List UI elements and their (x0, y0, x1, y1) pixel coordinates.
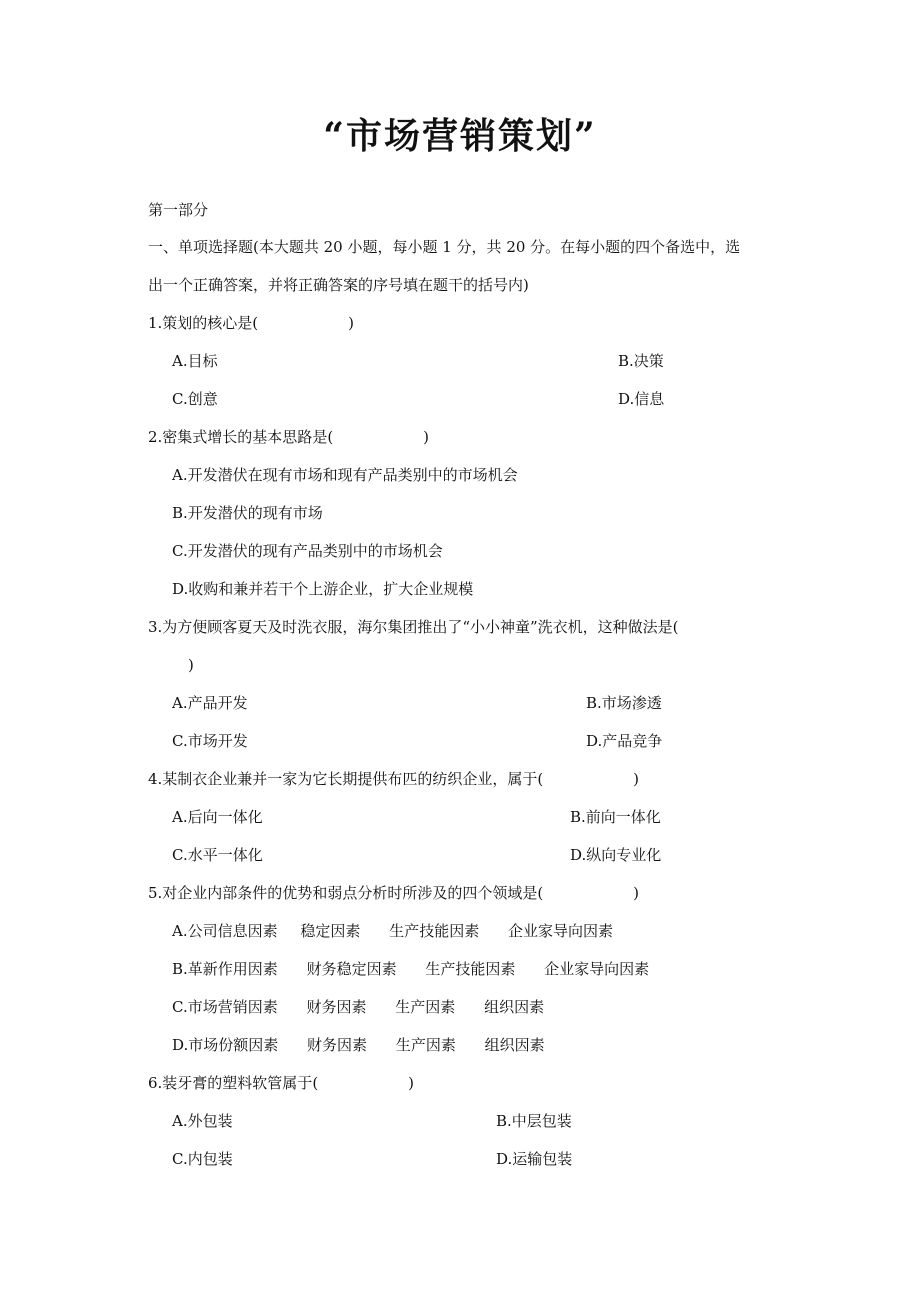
question-4-option-b: B.前向一体化 (570, 808, 661, 826)
question-1-option-a: A.目标 (172, 352, 218, 370)
option-d-item-3: 生产因素 (395, 1036, 456, 1054)
option-c-item-3: 生产因素 (395, 998, 456, 1016)
instructions-line-2: 出一个正确答案，并将正确答案的序号填在题干的括号内) (148, 276, 529, 294)
question-2-option-a: A.开发潜伏在现有市场和现有产品类别中的市场机会 (172, 466, 518, 484)
option-c-item-4: 组织因素 (484, 998, 545, 1016)
question-1-option-c: C.创意 (172, 390, 218, 408)
question-2-stem: 2.密集式增长的基本思路是( ) (148, 428, 430, 446)
question-4-option-d: D.纵向专业化 (570, 846, 662, 864)
question-3-option-c: C.市场开发 (172, 732, 248, 750)
question-1-option-d: D.信息 (618, 390, 665, 408)
option-b-item-2: 财务稳定因素 (306, 960, 397, 978)
question-6-option-b: B.中层包装 (496, 1112, 572, 1130)
question-4-option-a: A.后向一体化 (172, 808, 263, 826)
question-4-stem: 4.某制衣企业兼并一家为它长期提供布匹的纺织企业，属于( ) (148, 770, 640, 788)
option-c-item-2: 财务因素 (306, 998, 367, 1016)
option-a-item-2: 稳定因素 (300, 922, 361, 940)
option-c-item-1: C.市场营销因素 (172, 998, 278, 1016)
question-3-option-b: B.市场渗透 (586, 694, 662, 712)
option-d-item-4: 组织因素 (484, 1036, 545, 1054)
question-6-stem: 6.装牙膏的塑料软管属于( ) (148, 1074, 415, 1092)
question-5-option-d (172, 1034, 545, 1056)
question-6-option-a: A.外包装 (172, 1112, 233, 1130)
option-a-item-4: 企业家导向因素 (507, 922, 613, 940)
question-3-stem-continuation: ) (188, 656, 194, 674)
question-3-option-d: D.产品竞争 (586, 732, 663, 750)
question-1-stem: 1.策划的核心是( ) (148, 314, 355, 332)
section-heading: 第一部分 (148, 201, 209, 219)
question-5-option-a (172, 920, 613, 942)
question-3-option-a: A.产品开发 (172, 694, 248, 712)
question-2-option-c: C.开发潜伏的现有产品类别中的市场机会 (172, 542, 443, 560)
document-title: “市场营销策划” (323, 115, 597, 157)
question-1-option-b: B.决策 (618, 352, 664, 370)
question-6-option-c: C.内包装 (172, 1150, 233, 1168)
option-d-item-2: 财务因素 (307, 1036, 368, 1054)
option-b-item-4: 企业家导向因素 (544, 960, 650, 978)
question-3-stem: 3.为方便顾客夏天及时洗衣服，海尔集团推出了“小小神童”洗衣机，这种做法是( (148, 618, 679, 636)
option-b-item-3: 生产技能因素 (425, 960, 516, 978)
option-d-item-1: D.市场份额因素 (172, 1036, 279, 1054)
question-2-option-d: D.收购和兼并若干个上游企业，扩大企业规模 (172, 580, 474, 598)
option-b-item-1: B.革新作用因素 (172, 960, 278, 978)
question-5-option-c (172, 996, 544, 1018)
question-2-option-b: B.开发潜伏的现有市场 (172, 504, 323, 522)
option-a-item-1: A.公司信息因素 (172, 922, 278, 940)
question-5-option-b (172, 958, 649, 980)
question-5-stem: 5.对企业内部条件的优势和弱点分析时所涉及的四个领域是( ) (148, 884, 640, 902)
question-4-option-c: C.水平一体化 (172, 846, 263, 864)
option-a-item-3: 生产技能因素 (389, 922, 480, 940)
question-6-option-d: D.运输包装 (496, 1150, 573, 1168)
instructions-line-1: 一、单项选择题(本大题共 20 小题，每小题 1 分，共 20 分。在每小题的四个备选中，选 (148, 238, 741, 256)
